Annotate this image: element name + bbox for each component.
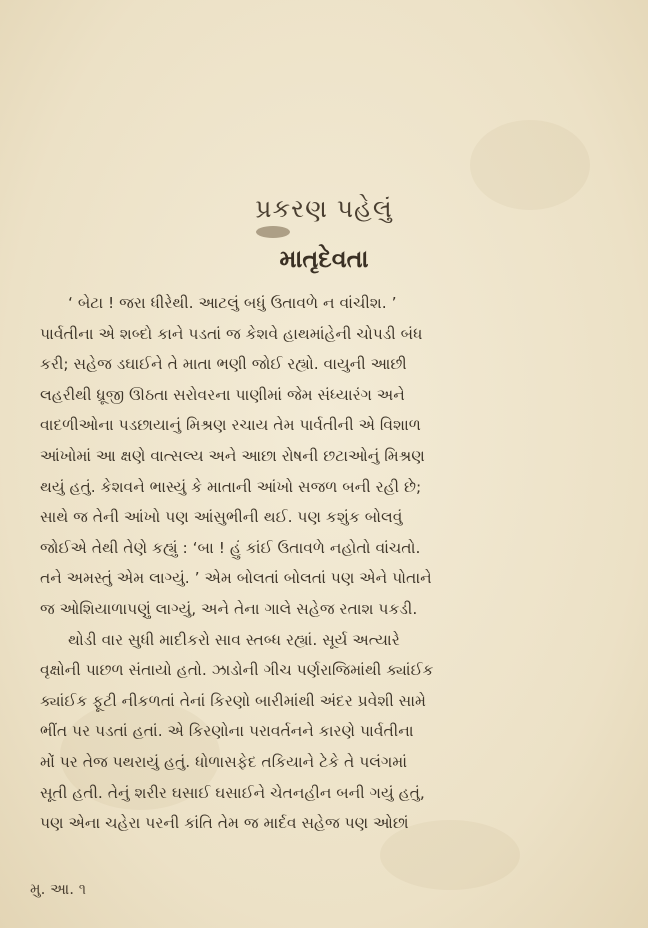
chapter-subtitle: માતૃદેવતા xyxy=(279,245,369,273)
text-line: કરી; સહેજ ડઘાઈને તે માતા ભણી જોઈ રહ્યો. વાયુની આછી xyxy=(40,355,407,374)
text-line: થોડી વાર સુધી માદીકરો સાવ સ્તબ્ધ રહ્યાં. સૂર્ય અત્યારે xyxy=(68,630,400,649)
text-line: ક્યાંઈક ફૂટી નીકળતાં તેનાં કિરણો બારીમાંથી અંદર પ્રવેશી સામે xyxy=(40,691,426,710)
text-line: જોઈએ તેથી તેણે કહ્યું : ‘બા ! હું કાંઈ ઉતાવળે નહોતો વાંચતો. xyxy=(40,538,421,557)
chapter-title: પ્રકરણ પહેલું xyxy=(255,194,393,223)
text-line: પણ એના ચહેરા પરની કાંતિ તેમ જ માર્દવ સહેજ પણ ઓછાં xyxy=(40,814,409,833)
text-line: તને અમસ્તું એમ લાગ્યું. ’ એમ બોલતાં બોલતાં પણ એને પોતાને xyxy=(40,569,432,588)
text-line: સૂતી હતી. તેનું શરીર ઘસાઈ ઘસાઈને ચેતનહીન બની ગયું હતું, xyxy=(40,783,425,802)
signature-mark: મુ. આ. ૧ xyxy=(30,880,87,898)
text-line: વાદળીઓના પડછાયાનું મિશ્રણ રચાય તેમ પાર્વતીની એ વિશાળ xyxy=(40,416,421,435)
text-line: સાથે જ તેની આંખો પણ આંસુભીની થઈ. પણ કશુંક બોલવું xyxy=(40,508,403,527)
text-line: પાર્વતીના એ શબ્દો કાને પડતાં જ કેશવે હાથમાંહેની ચોપડી બંધ xyxy=(40,324,423,343)
text-line: વૃક્ષોની પાછળ સંતાયો હતો. ઝાડોની ગીચ પર્ણરાજિમાંથી ક્યાંઈક xyxy=(40,661,434,680)
body-text xyxy=(40,288,602,839)
text-line: ભીંત પર પડતાં હતાં. એ કિરણોના પરાવર્તનને કારણે પાર્વતીના xyxy=(40,722,414,741)
text-line: આંખોમાં આ ક્ષણે વાત્સલ્ય અને આછા રોષની છટાઓનું મિશ્રણ xyxy=(40,446,425,465)
ink-blot xyxy=(256,226,290,238)
paragraph-1 xyxy=(40,288,602,625)
paragraph-2 xyxy=(40,625,602,839)
text-line: જ ઓશિયાળાપણું લાગ્યું, અને તેના ગાલે સહેજ રતાશ પકડી. xyxy=(40,599,418,618)
text-line: લહરીથી ધ્રૂજી ઊઠતા સરોવરના પાણીમાં જેમ સંધ્યારંગ અને xyxy=(40,385,405,404)
text-line: થયું હતું. કેશવને ભાસ્યું કે માતાની આંખો સજળ બની રહી છે; xyxy=(40,477,422,496)
text-line: ‘ બેટા ! જરા ધીરેથી. આટલું બધું ઉતાવળે ન વાંચીશ. ’ xyxy=(68,294,397,312)
text-line: મોં પર તેજ પથરાયું હતું. ધોળાસફેદ તકિયાને ટેકે તે પલંગમાં xyxy=(40,752,408,771)
